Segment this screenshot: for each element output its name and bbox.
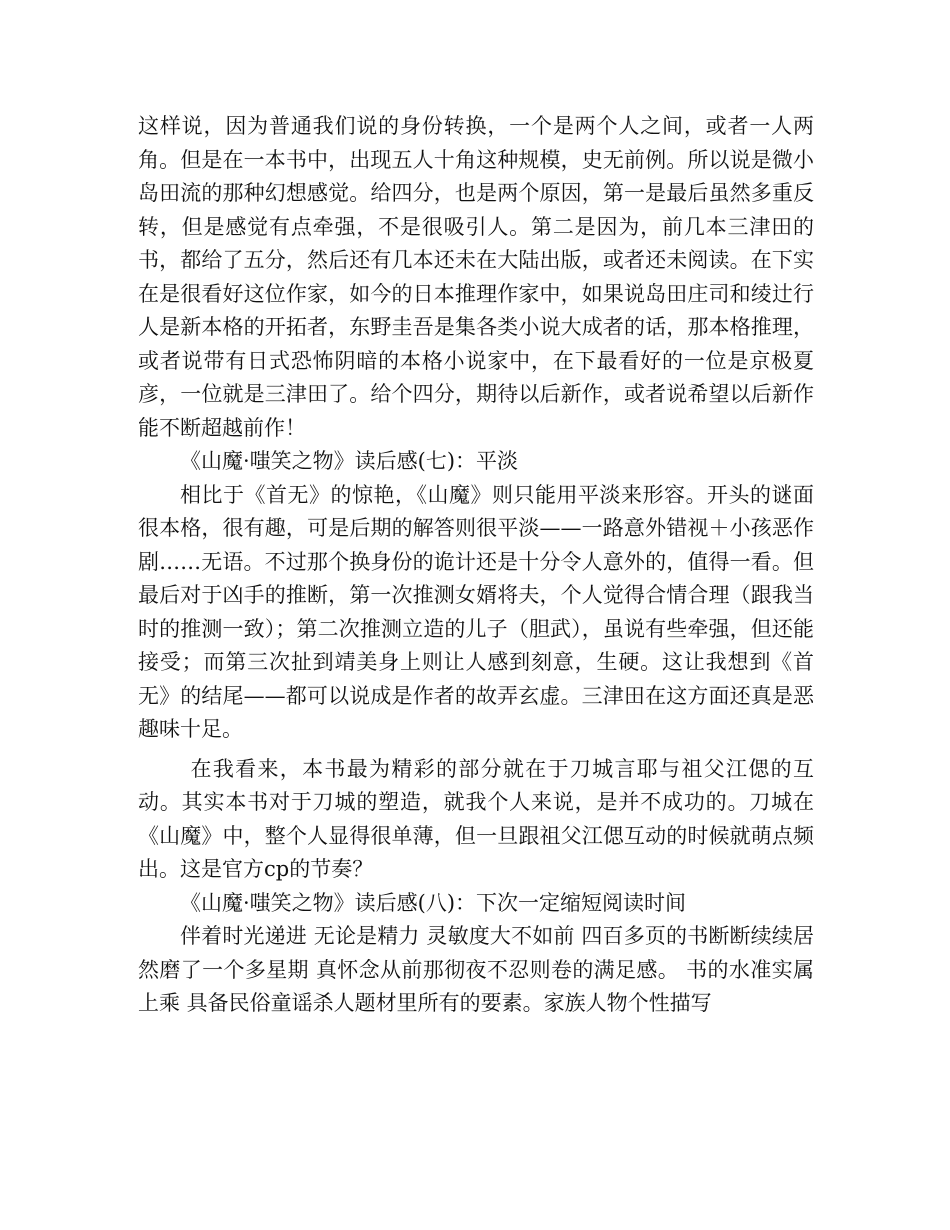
body-paragraph: 相比于《首无》的惊艳，《山魔》则只能用平淡来形容。开头的谜面很本格，很有趣，可是后期的解答则很平淡——一路意外错视＋小孩恶作剧……无语。不过那个换身份的诡计还是十分令人意外的，值得一看。但最后对于凶手的推断，第一次推测女婿将夫，个人觉得合情合理（跟我当时的推测一致）；第二次推测立造的儿子（胆武），虽说有些牵强，但还能接受；而第三次扯到靖美身上则让人感到刻意，生硬。这让我想到《首无》的结尾——都可以说成是作者的故弄玄虚。三津田在这方面还真是恶趣味十足。 xyxy=(138,482,814,741)
section-heading: 《山魔·嗤笑之物》读后感(七)：平淡 xyxy=(180,449,519,473)
body-paragraph: 在我看来，本书最为精彩的部分就在于刀城言耶与祖父江偲的互动。其实本书对于刀城的塑造，就我个人来说，是并不成功的。刀城在《山魔》中，整个人显得很单薄，但一旦跟祖父江偲互动的时候就萌点频出。这是官方cp的节奏？ xyxy=(138,756,814,881)
document-page xyxy=(138,110,814,1021)
body-paragraph: 伴着时光递进 无论是精力 灵敏度大不如前 四百多页的书断断续续居然磨了一个多星期 真怀念从前那彻夜不忍则卷的满足感。 书的水准实属上乘 具备民俗童谣杀人题材里所有的要素。家族人物个性描写 xyxy=(138,924,814,1015)
body-paragraph: 这样说，因为普通我们说的身份转换，一个是两个人之间，或者一人两角。但是在一本书中，出现五人十角这种规模，史无前例。所以说是微小岛田流的那种幻想感觉。给四分，也是两个原因，第一是最后虽然多重反转，但是感觉有点牵强，不是很吸引人。第二是因为，前几本三津田的书，都给了五分，然后还有几本还未在大陆出版，或者还未阅读。在下实在是很看好这位作家，如今的日本推理作家中，如果说岛田庄司和绫辻行人是新本格的开拓者，东野圭吾是集各类小说大成者的话，那本格推理，或者说带有日式恐怖阴暗的本格小说家中，在下最看好的一位是京极夏彦，一位就是三津田了。给个四分，期待以后新作，或者说希望以后新作能不断超越前作！ xyxy=(138,114,814,440)
section-heading: 《山魔·嗤笑之物》读后感(八)：下次一定缩短阅读时间 xyxy=(180,890,687,915)
